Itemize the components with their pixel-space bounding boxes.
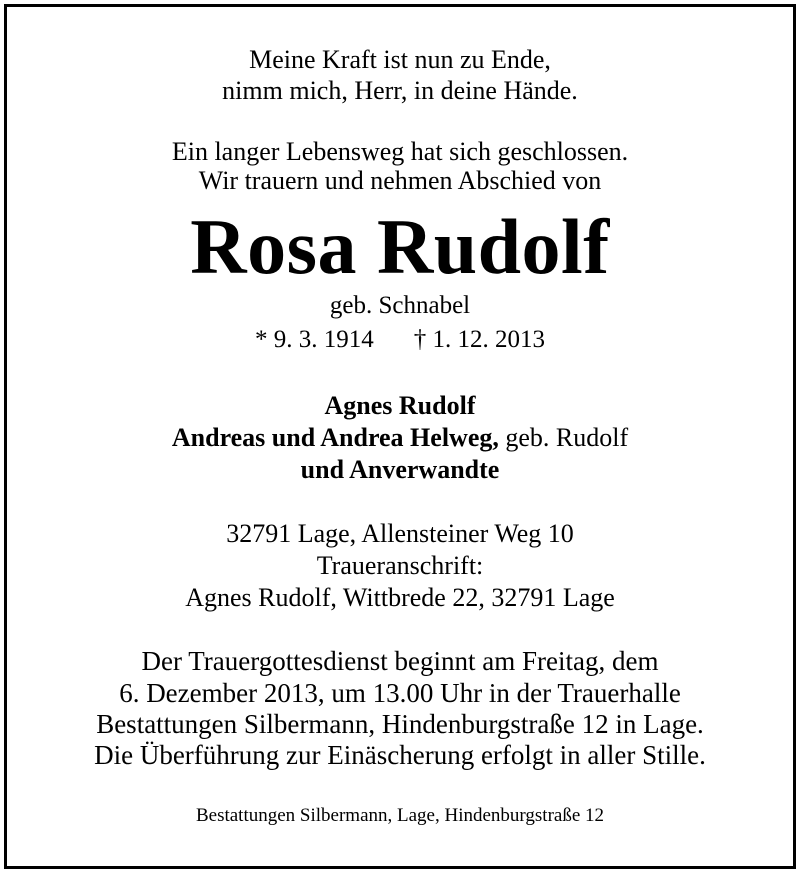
death-date: † 1. 12. 2013 [413, 326, 545, 353]
mourner-birth-name: geb. Rudolf [505, 423, 629, 452]
mourner-line-3: und Anverwandte [300, 455, 500, 484]
verse-line-1: Meine Kraft ist nun zu Ende, [249, 45, 551, 74]
deceased-name: Rosa Rudolf [190, 203, 610, 290]
funeral-home-footer: Bestattungen Silbermann, Lage, Hindenburgstraße 12 [195, 805, 605, 826]
mourner-line-2 [0, 425, 800, 451]
mourner-names: Andreas und Andrea Helweg, [171, 423, 499, 452]
address-line-3: Agnes Rudolf, Wittbrede 22, 32791 Lage [185, 583, 615, 612]
service-line-3: Bestattungen Silbermann, Hindenburgstraße 12 in Lage. [96, 709, 704, 739]
address-line-1: 32791 Lage, Allensteiner Weg 10 [226, 519, 574, 548]
life-dates [0, 327, 800, 352]
verse-line-2: nimm mich, Herr, in deine Hände. [222, 76, 578, 105]
birth-date: * 9. 3. 1914 [255, 326, 374, 353]
mourner-line-1: Agnes Rudolf [324, 391, 476, 420]
service-line-1: Der Trauergottesdienst beginnt am Freitag, dem [141, 646, 659, 676]
address-line-2: Traueranschrift: [316, 551, 484, 580]
birth-name: geb. Schnabel [329, 292, 471, 319]
service-line-4: Die Überführung zur Einäscherung erfolgt in aller Stille. [94, 740, 706, 770]
intro-line-1: Ein langer Lebensweg hat sich geschlossen. [171, 137, 629, 166]
service-line-2: 6. Dezember 2013, um 13.00 Uhr in der Trauerhalle [119, 678, 681, 708]
intro-line-2: Wir trauern und nehmen Abschied von [198, 166, 602, 195]
